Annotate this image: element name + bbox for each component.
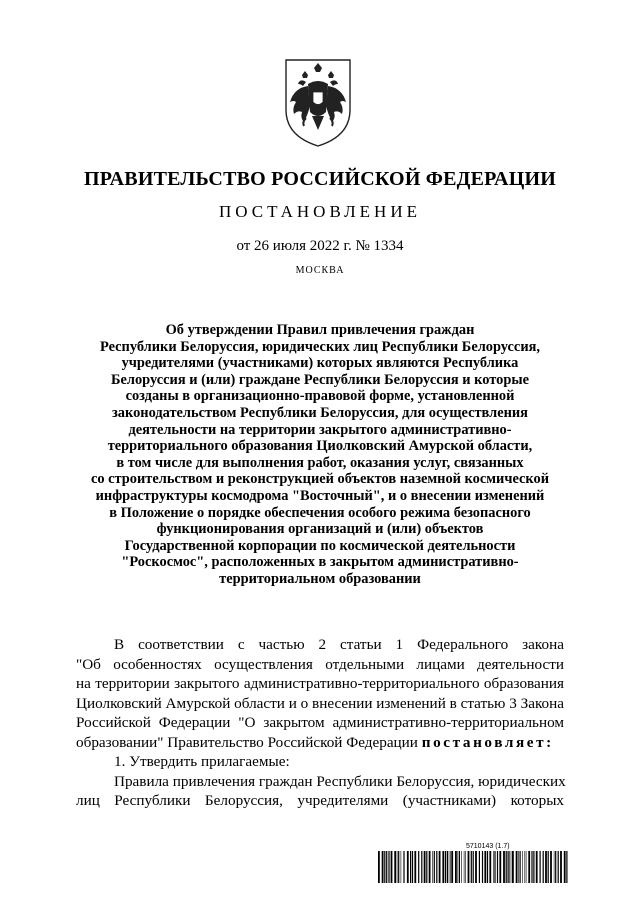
barcode-bar <box>412 851 413 883</box>
barcode-bar <box>451 851 453 883</box>
barcode-bar <box>386 851 387 883</box>
barcode-bar <box>378 851 380 883</box>
barcode-image <box>378 851 570 883</box>
decree-date-number: от 26 июля 2022 г. № 1334 <box>236 238 404 254</box>
barcode-bar <box>540 851 541 883</box>
barcode-bar <box>397 851 398 883</box>
barcode-bar <box>550 851 552 883</box>
subject-line: Об утверждении Правил привлечения граждан <box>165 322 475 338</box>
decree-subject <box>60 322 580 588</box>
barcode-bar <box>528 851 530 883</box>
barcode-bar <box>403 851 404 883</box>
barcode-bar <box>401 851 402 883</box>
barcode-bar <box>394 851 396 883</box>
barcode-bar <box>482 851 483 883</box>
barcode-bar <box>414 851 416 883</box>
barcode-bar <box>566 851 567 883</box>
barcode-bar <box>484 851 486 883</box>
preamble-last-line <box>76 733 564 753</box>
barcode-bar <box>436 851 437 883</box>
barcode-bar <box>389 851 390 883</box>
barcode-bar <box>391 851 393 883</box>
barcode-bar <box>471 851 472 883</box>
barcode-bar <box>536 851 538 883</box>
barcode-bar <box>564 851 566 883</box>
barcode-bar <box>509 851 510 883</box>
subject-line: деятельности на территории закрытого административно- <box>128 421 512 438</box>
barcode-bar <box>468 851 470 883</box>
subject-line: "Роскосмос", расположенных в закрытом административно- <box>121 554 519 571</box>
barcode-bar <box>499 851 501 883</box>
barcode-bar <box>450 851 451 883</box>
barcode-bar <box>407 851 409 883</box>
rules-line: Правила привлечения граждан Республики Белоруссия, юридических <box>114 772 566 790</box>
preamble-line: на территории закрытого административно-территориального образования <box>76 675 564 692</box>
barcode-bar <box>398 851 399 883</box>
barcode-bar <box>516 851 518 883</box>
preamble-line: "Об особенностях осуществления отдельными лицами деятельности <box>76 655 564 673</box>
preamble-line: Циолковский Амурской области и о внесении изменений в статью 3 Закона <box>76 694 565 712</box>
barcode-bar <box>493 851 494 883</box>
barcode-bar <box>424 851 426 883</box>
barcode-bar <box>560 851 562 883</box>
document-type: ПОСТАНОВЛЕНИЕ <box>218 202 421 221</box>
barcode-bar <box>404 851 405 883</box>
subject-line: Республики Белоруссия, юридических лиц Республики Белоруссия, <box>100 338 540 355</box>
city-name: МОСКВА <box>295 265 345 276</box>
barcode-bar <box>555 851 556 883</box>
preamble-line: В соответствии с частью 2 статьи 1 Федерального закона <box>114 636 564 653</box>
barcode-bar <box>531 851 532 883</box>
barcode-bar <box>508 851 509 883</box>
preamble-line: Российской Федерации "О закрытом административно-территориальном <box>76 714 564 731</box>
barcode-bar <box>503 851 505 883</box>
barcode-bar <box>525 851 526 883</box>
barcode-bar <box>479 851 480 883</box>
barcode-bar <box>432 851 433 883</box>
document-code: 5710143 (1.7) <box>466 843 510 850</box>
subject-line: Белоруссия и (или) граждане Республики Белоруссия и которые <box>111 371 529 388</box>
barcode-bar <box>494 851 495 883</box>
barcode-bar <box>511 851 512 883</box>
barcode-bar <box>445 851 446 883</box>
rules-line: лиц Республики Белоруссия, учредителями (участниками) которых <box>76 792 564 809</box>
decree-body <box>76 635 564 811</box>
barcode-bar <box>418 851 419 883</box>
barcode-bar <box>512 851 514 883</box>
subject-line: законодательством Республики Белоруссия, для осуществления <box>112 404 528 421</box>
barcode-bar <box>455 851 457 883</box>
barcode-bar <box>487 851 488 883</box>
barcode-bar <box>465 851 466 883</box>
subject-line: функционирования организаций и (или) объектов <box>156 521 484 538</box>
barcode-bar <box>548 851 549 883</box>
barcode-bar <box>426 851 427 883</box>
barcode-bar <box>543 851 544 883</box>
subject-line: территориальном образовании <box>219 570 421 587</box>
barcode-bar <box>421 851 422 883</box>
barcode-bar <box>442 851 444 883</box>
barcode-bar <box>506 851 507 883</box>
barcode-bar <box>410 851 411 883</box>
barcode-bar <box>382 851 384 883</box>
government-title: ПРАВИТЕЛЬСТВО РОССИЙСКОЙ ФЕДЕРАЦИИ <box>84 168 556 190</box>
barcode-bar <box>439 851 441 883</box>
barcode-bar <box>461 851 462 883</box>
barcode-bar <box>533 851 534 883</box>
barcode-bar <box>459 851 460 883</box>
barcode-bar <box>558 851 559 883</box>
barcode-bar <box>489 851 491 883</box>
barcode-bar <box>434 851 435 883</box>
item-1: 1. Утвердить прилагаемые: <box>114 753 290 770</box>
barcode-bar <box>518 851 519 883</box>
preamble-last-text: образовании" Правительство Российской Федерации <box>76 733 422 751</box>
barcode-bar <box>449 851 450 883</box>
barcode-bar <box>554 851 555 883</box>
subject-line: территориального образования Циолковский Амурской области, <box>107 438 533 455</box>
subject-line: со строительством и реконструкцией объектов наземной космической <box>90 471 549 488</box>
barcode-bar <box>447 851 448 883</box>
subject-line: в том числе для выполнения работ, оказания услуг, связанных <box>116 454 524 471</box>
barcode-bar <box>497 851 498 883</box>
barcode-bar <box>473 851 474 883</box>
subject-line: Государственной корпорации по космической деятельности <box>124 537 516 554</box>
barcode-bar <box>384 851 385 883</box>
decree-keyword: постановляет: <box>421 733 554 751</box>
subject-line: инфраструктуры космодрома "Восточный", и о внесении изменений <box>95 487 545 504</box>
barcode-bar <box>458 851 459 883</box>
subject-line: в Положение о порядке обеспечения особого режима безопасного <box>109 504 531 521</box>
barcode-bar <box>429 851 431 883</box>
barcode-bar <box>522 851 523 883</box>
barcode-bar <box>475 851 477 883</box>
subject-line: созданы в организационно-правовой форме, установленной <box>125 388 515 405</box>
subject-line: учредителями (участниками) которых являются Республика <box>121 355 519 372</box>
barcode-bar <box>520 851 521 883</box>
barcode-bar <box>388 851 389 883</box>
barcode-bar <box>464 851 465 883</box>
barcode-bar <box>526 851 527 883</box>
barcode-bar <box>545 851 547 883</box>
coat-of-arms-icon <box>284 58 352 148</box>
